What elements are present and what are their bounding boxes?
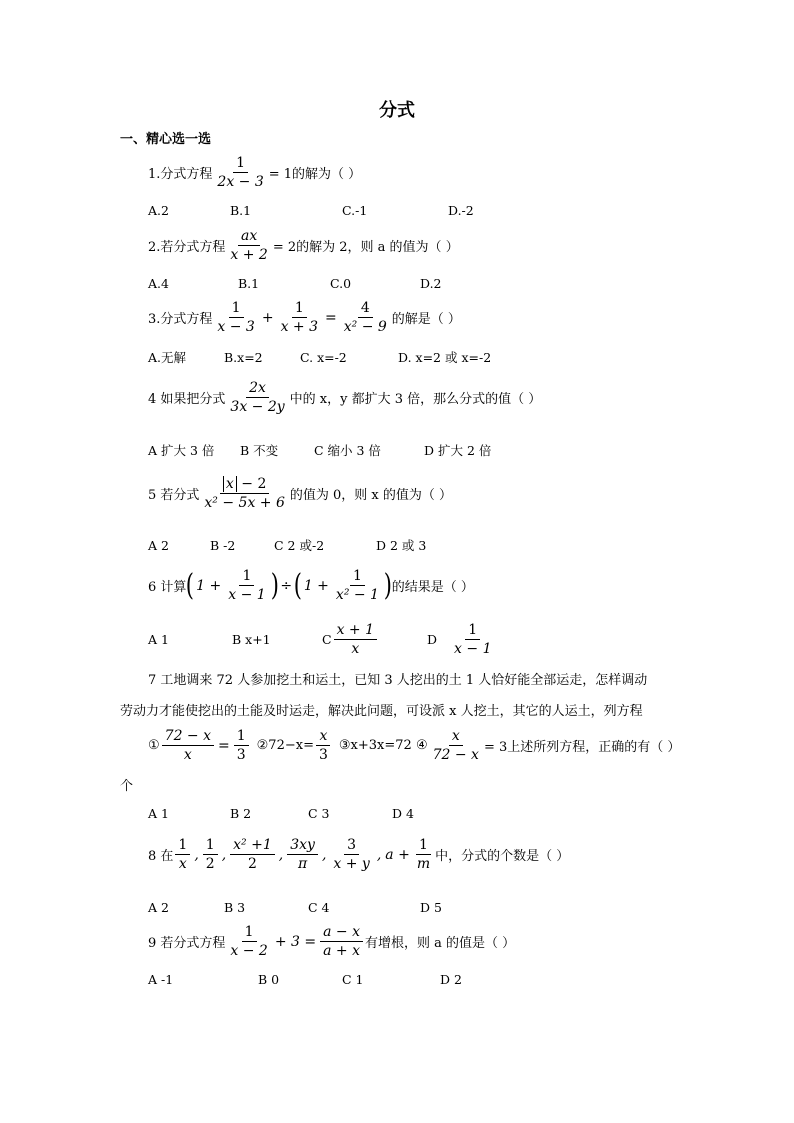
question-5-options — [148, 536, 426, 554]
text-segment: 的解是（ ） — [391, 312, 461, 328]
fraction-numerator: x² +1 — [230, 837, 275, 855]
text-segment: B 3 — [224, 900, 246, 915]
text-segment: 有增根，则 a 的值是（ ） — [365, 936, 516, 952]
text-segment: 中的 x，y 都扩大 3 倍，那么分式的值（ ） — [289, 392, 542, 408]
fraction-numerator: 3xy — [287, 837, 318, 855]
text-segment: B 0 — [258, 972, 280, 987]
text-segment: D 2 — [440, 972, 462, 987]
fraction — [227, 924, 270, 959]
fraction-denominator: x − 3 — [217, 319, 255, 336]
text-segment: 1 + — [303, 577, 329, 594]
option-c: C.-1 — [342, 203, 368, 218]
text-segment: C 2 或-2 — [274, 538, 325, 553]
fraction-numerator: x — [449, 728, 463, 746]
fraction-denominator: x — [351, 641, 360, 658]
fraction-denominator: a + x — [323, 943, 360, 960]
fraction — [227, 380, 287, 415]
text-segment: 的值为 0，则 x 的值为（ ） — [289, 488, 453, 504]
fraction — [320, 924, 363, 959]
question-5 — [148, 476, 452, 511]
fraction — [201, 476, 287, 511]
text-segment: 3.分式方程 — [148, 312, 213, 328]
text-segment: A 扩大 3 倍 — [148, 443, 215, 458]
parenthesis: ( — [186, 567, 195, 603]
fraction-numerator: 1 — [465, 622, 480, 640]
fraction-numerator: 1 — [203, 837, 218, 855]
fraction-numerator: 1 — [233, 155, 248, 173]
fraction — [214, 155, 266, 190]
text-segment: C 1 — [342, 972, 364, 987]
fraction-denominator: 2x − 3 — [217, 174, 264, 191]
text-segment: C 4 — [308, 900, 330, 915]
fraction — [451, 622, 494, 657]
text-segment: , — [376, 846, 382, 863]
question-7-equations — [148, 728, 680, 763]
fraction — [334, 622, 377, 657]
fraction-numerator: 1 — [292, 300, 307, 318]
text-segment: B.1 — [238, 276, 260, 291]
fraction-numerator: ax — [238, 228, 260, 246]
fraction — [333, 568, 382, 603]
fraction-denominator: 3x − 2y — [230, 399, 285, 416]
fraction-denominator: 3 — [236, 747, 246, 764]
question-9-options — [148, 972, 462, 987]
text-segment: B x+1 — [232, 632, 271, 648]
question-9 — [148, 924, 515, 959]
text-segment: 中，分式的个数是（ ） — [435, 849, 570, 865]
text-segment: ① — [148, 738, 160, 754]
fraction-denominator: x + y — [333, 856, 370, 873]
text-segment: D — [427, 632, 438, 648]
fraction-numerator: a − x — [320, 924, 363, 942]
text-segment: D 2 或 3 — [376, 538, 427, 553]
fraction-denominator: 3 — [318, 747, 328, 764]
fraction-numerator: x + 1 — [334, 622, 377, 640]
fraction-denominator: x — [178, 856, 187, 873]
fraction — [214, 300, 257, 335]
fraction-numerator: 1 — [416, 837, 431, 855]
text-segment: 的结果是（ ） — [391, 580, 474, 596]
option-d: D.-2 — [448, 203, 474, 218]
text-segment: 6 计算 — [148, 580, 187, 596]
fraction — [225, 568, 268, 603]
text-segment: 8 在 — [148, 849, 174, 865]
text-segment: = 1的解为（ ） — [268, 167, 362, 183]
fraction — [227, 228, 270, 263]
text-segment: D 4 — [392, 806, 414, 821]
fraction — [203, 837, 218, 872]
text-segment: D. x=2 或 x=-2 — [398, 350, 492, 365]
fraction-numerator: 3 — [344, 837, 359, 855]
fraction-numerator: 1 — [239, 568, 254, 586]
fraction — [234, 728, 249, 763]
text-segment: A 1 — [148, 806, 169, 821]
option-a: A.2 — [148, 203, 169, 218]
fraction-denominator: x² − 9 — [343, 319, 387, 336]
text-segment: , — [321, 846, 327, 863]
question-2-options — [148, 276, 442, 291]
text-segment: C 缩小 3 倍 — [314, 443, 381, 458]
text-segment: 1.分式方程 — [148, 167, 213, 183]
text-segment: B 2 — [230, 806, 252, 821]
fraction-denominator: 72 − x — [432, 747, 479, 764]
question-7-options — [148, 806, 414, 821]
fraction-numerator: 1 — [234, 728, 249, 746]
fraction-denominator: x + 2 — [230, 247, 268, 264]
fraction-denominator: x² − 5x + 6 — [204, 495, 285, 512]
text-segment: − 2 — [241, 476, 267, 492]
fraction-numerator: 72 − x — [162, 728, 214, 746]
fraction-numerator: 1 — [229, 300, 244, 318]
fraction-denominator: x − 2 — [230, 943, 268, 960]
option-b: B.1 — [230, 203, 252, 218]
fraction-numerator — [220, 476, 269, 494]
fraction-numerator: 4 — [358, 300, 373, 318]
page-title: 分式 — [379, 100, 415, 121]
fraction — [330, 837, 372, 872]
text-segment: = — [325, 309, 337, 326]
text-segment: ②72−x= — [256, 738, 314, 754]
text-segment: , — [221, 846, 227, 863]
question-6-options — [148, 622, 496, 657]
fraction-denominator: x − 1 — [454, 641, 492, 658]
fraction — [230, 837, 275, 872]
text-segment: C.0 — [330, 276, 352, 291]
question-3-options — [148, 348, 491, 366]
parenthesis: ) — [270, 567, 279, 603]
fraction-denominator: x² − 1 — [335, 587, 379, 604]
fraction-numerator: 1 — [175, 837, 190, 855]
text-segment: 1 + — [196, 577, 222, 594]
question-3 — [148, 300, 461, 335]
text-segment: B 不变 — [240, 443, 279, 458]
fraction-denominator: 2 — [248, 856, 257, 873]
parenthesis: ) — [383, 567, 392, 603]
fraction — [316, 728, 331, 763]
text-segment: A.无解 — [148, 350, 187, 365]
text-segment: A -1 — [148, 972, 174, 987]
text-segment: = 3上述所列方程，正确的有（ ） — [483, 740, 681, 756]
text-segment: a + — [385, 846, 410, 863]
text-segment: 2.若分式方程 — [148, 240, 226, 256]
text-segment: , — [194, 846, 199, 863]
text-segment: A 2 — [148, 538, 169, 553]
text-segment: 9 若分式方程 — [148, 936, 226, 952]
fraction — [175, 837, 190, 872]
text-segment: B.x=2 — [224, 350, 263, 365]
fraction-numerator: 1 — [350, 568, 365, 586]
question-7-line-4: 个 — [120, 779, 134, 794]
question-4 — [148, 380, 541, 415]
text-segment: A 2 — [148, 900, 169, 915]
text-segment: 5 若分式 — [148, 488, 200, 504]
fraction-denominator: x — [183, 747, 192, 764]
text-segment: + — [261, 309, 274, 326]
fraction — [414, 837, 433, 872]
question-8-options — [148, 900, 442, 915]
text-segment: D 扩大 2 倍 — [424, 443, 492, 458]
text-segment: + 3 = — [274, 933, 317, 950]
text-segment: , — [278, 846, 284, 863]
text-segment: ③x+3x=72 ④ — [338, 738, 428, 754]
section-heading: 一、精心选一选 — [120, 132, 212, 147]
fraction-numerator: 2x — [246, 380, 269, 398]
fraction-numerator: x — [316, 728, 330, 746]
text-segment: 4 如果把分式 — [148, 392, 226, 408]
question-1-options — [148, 203, 474, 218]
text-segment: B -2 — [210, 538, 236, 553]
text-segment: x — [223, 476, 237, 492]
fraction — [287, 837, 318, 872]
question-4-options — [148, 441, 491, 459]
text-segment: D.2 — [420, 276, 442, 291]
fraction — [341, 300, 390, 335]
question-6 — [148, 568, 474, 603]
text-segment: = — [218, 737, 230, 754]
fraction — [278, 300, 321, 335]
parenthesis: ( — [293, 567, 303, 603]
fraction-denominator: 2 — [205, 856, 215, 873]
fraction — [162, 728, 214, 763]
fraction-denominator: m — [416, 856, 431, 873]
text-segment: C. x=-2 — [300, 350, 347, 365]
fraction-numerator: 1 — [242, 924, 257, 942]
text-segment: A 1 — [148, 632, 169, 648]
fraction-denominator: x − 1 — [228, 587, 266, 604]
text-segment: C 3 — [308, 806, 330, 821]
text-segment: C — [322, 632, 332, 648]
text-segment: D 5 — [420, 900, 442, 915]
fraction-denominator: x + 3 — [280, 319, 319, 336]
question-1 — [148, 155, 361, 190]
question-8 — [148, 837, 569, 872]
question-7-line-1: 7 工地调来 72 人参加挖土和运土，已知 3 人挖出的土 1 人恰好能全部运走，怎样调动 — [148, 673, 648, 688]
fraction-denominator: π — [297, 856, 308, 873]
text-segment: A.4 — [148, 276, 169, 291]
text-segment: = 2的解为 2，则 a 的值为（ ） — [272, 240, 459, 256]
question-7-line-2: 劳动力才能使挖出的土能及时运走，解决此问题，可设派 x 人挖土，其它的人运土，列方程 — [120, 704, 643, 719]
question-2 — [148, 228, 459, 263]
text-segment: ÷ — [280, 577, 293, 594]
fraction — [430, 728, 482, 763]
